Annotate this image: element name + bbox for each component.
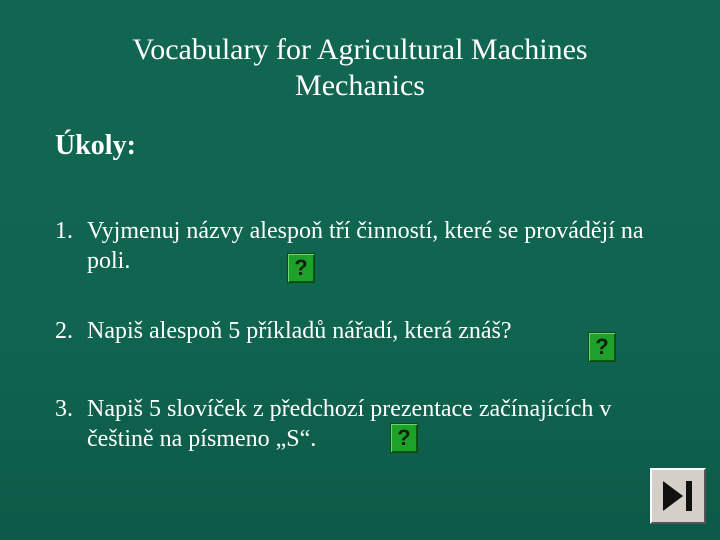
hint-button-1[interactable] <box>287 253 315 283</box>
task-number: 2. <box>55 318 73 344</box>
task-text: Napiš 5 slovíček z předchozí prezentace začínajících v češtině na písmeno „S“. <box>87 396 612 452</box>
slide-title <box>0 32 720 104</box>
slide-title-line-1: Vocabulary for Agricultural Machines <box>132 33 588 66</box>
task-text: Vyjmenuj názvy alespoň tří činností, které se provádějí na poli. <box>87 218 644 274</box>
task-text: Napiš alespoň 5 příkladů nářadí, která znáš? <box>87 318 512 344</box>
hint-button-3[interactable] <box>390 423 418 453</box>
question-mark-icon: ? <box>595 334 609 359</box>
tasks-heading: Úkoly: <box>55 130 136 161</box>
hint-button-2[interactable] <box>588 332 616 362</box>
task-item-3 <box>55 394 675 454</box>
question-mark-icon: ? <box>397 425 411 450</box>
task-number: 3. <box>55 396 73 422</box>
task-item-2 <box>55 316 675 346</box>
next-slide-button[interactable] <box>650 468 706 524</box>
question-mark-icon: ? <box>294 255 308 280</box>
task-item-1 <box>55 216 675 276</box>
next-slide-icon <box>660 478 696 514</box>
task-number: 1. <box>55 218 73 244</box>
slide-title-line-2: Mechanics <box>295 69 425 102</box>
